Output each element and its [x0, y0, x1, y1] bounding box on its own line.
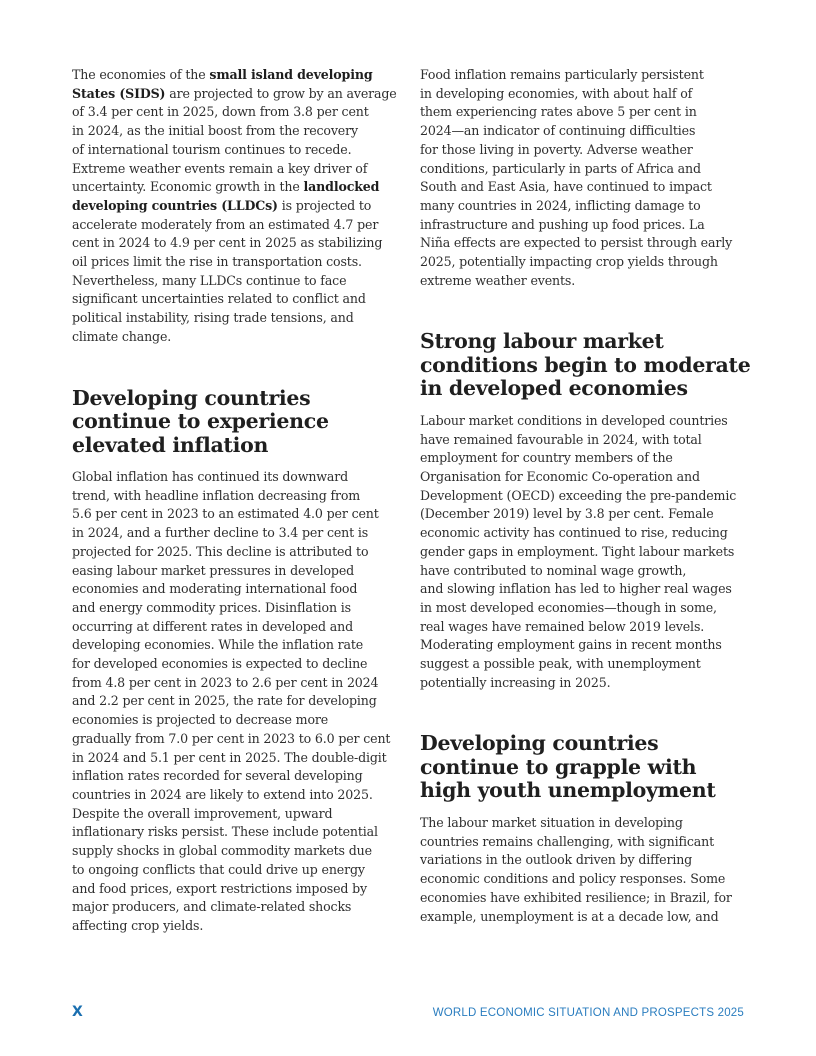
text-line: of international tourism continues to recede. — [72, 141, 352, 157]
text-line: in 2024, as the initial boost from the recovery — [72, 123, 358, 139]
text-line: 2024—an indicator of continuing difficulties — [420, 123, 696, 139]
text-line: easing labour market pressures in developed — [72, 562, 355, 578]
text-line: occurring at different rates in developed and — [72, 618, 353, 634]
heading-labour-market — [420, 330, 750, 401]
text-line: uncertainty. Economic growth in the landlocked — [72, 179, 380, 195]
text-line: Nevertheless, many LLDCs continue to face — [72, 272, 347, 288]
text-line: economies and moderating international food — [72, 581, 358, 597]
heading-line: Strong labour market — [420, 329, 664, 354]
text-line: significant uncertainties related to conflict and — [72, 291, 366, 307]
text-line: in most developed economies—though in some, — [420, 599, 717, 615]
food-inflation-paragraph — [420, 66, 750, 290]
text-line: example, unemployment is at a decade low, and — [420, 908, 719, 924]
labour-market-paragraph — [420, 412, 750, 693]
heading-elevated-inflation — [72, 387, 402, 458]
text-line: political instability, rising trade tensions, and — [72, 310, 354, 326]
text-line: gender gaps in employment. Tight labour markets — [420, 543, 735, 559]
text-line: economic conditions and policy responses. Some — [420, 871, 726, 887]
text-line: Niña effects are expected to persist through early — [420, 235, 733, 251]
heading-line: conditions begin to moderate — [420, 352, 751, 377]
text-line: Extreme weather events remain a key driver of — [72, 160, 368, 176]
bold-term: small island developing — [209, 67, 373, 82]
text-line: have contributed to nominal wage growth, — [420, 562, 687, 578]
text-line: conditions, particularly in parts of Africa and — [420, 160, 701, 176]
text-line: inflationary risks persist. These include potential — [72, 824, 378, 840]
text-line: infrastructure and pushing up food prices. La — [420, 216, 705, 232]
text-line: in developing economies, with about half of — [420, 85, 693, 101]
text-line: potentially increasing in 2025. — [420, 674, 611, 690]
bold-term: landlocked — [303, 179, 380, 195]
text-line: developing economies. While the inflation rate — [72, 637, 364, 653]
running-footer-title: WORLD ECONOMIC SITUATION AND PROSPECTS 2025 — [432, 1007, 744, 1019]
sids-lldc-paragraph — [72, 66, 402, 347]
text-line: in 2024, and a further decline to 3.4 per cent is — [72, 525, 369, 541]
text-line: gradually from 7.0 per cent in 2023 to 6.0 per cent — [72, 730, 391, 746]
text-line: them experiencing rates above 5 per cent in — [420, 104, 697, 120]
heading-line: in developed economies — [420, 376, 688, 401]
text-line: suggest a possible peak, with unemployment — [420, 656, 701, 672]
text-line: climate change. — [72, 328, 172, 344]
text-line: countries in 2024 are likely to extend into 2025. — [72, 787, 373, 802]
text-line: cent in 2024 to 4.9 per cent in 2025 as stabilizing — [72, 235, 383, 251]
text-line: extreme weather events. — [420, 272, 576, 288]
heading-youth-unemployment — [420, 732, 750, 803]
text-line: 2025, potentially impacting crop yields through — [420, 254, 718, 270]
heading-line: elevated inflation — [72, 432, 269, 457]
text-line: Organisation for Economic Co-operation and — [420, 469, 700, 485]
text-line: variations in the outlook driven by differing — [420, 852, 693, 868]
text-line: (December 2019) level by 3.8 per cent. Female — [420, 506, 714, 522]
text-line: to ongoing conflicts that could drive up energy — [72, 861, 365, 877]
bold-term: developing countries (LLDCs) — [72, 197, 278, 213]
text-line: in 2024 and 5.1 per cent in 2025. The double-digit — [72, 749, 387, 765]
heading-spacer — [420, 401, 750, 412]
section-spacer — [420, 290, 750, 330]
text-line: economies is projected to decrease more — [72, 712, 329, 728]
heading-line: continue to experience — [72, 409, 329, 434]
text-line: countries remains challenging, with significant — [420, 833, 715, 849]
left-column — [72, 66, 402, 936]
text-line: economies have exhibited resilience; in Brazil, for — [420, 889, 732, 905]
text-line: supply shocks in global commodity markets due — [72, 843, 372, 859]
text-line: Global inflation has continued its downward — [72, 469, 349, 485]
heading-spacer — [420, 803, 750, 814]
section-spacer — [72, 347, 402, 387]
heading-line: high youth unemployment — [420, 778, 716, 803]
text-line: Moderating employment gains in recent months — [420, 637, 722, 653]
text-line: from 4.8 per cent in 2023 to 2.6 per cent in 2024 — [72, 674, 379, 690]
text-line: projected for 2025. This decline is attributed to — [72, 543, 369, 559]
text-line: of 3.4 per cent in 2025, down from 3.8 per cent — [72, 104, 369, 120]
text-line: many countries in 2024, inflicting damage to — [420, 197, 701, 213]
text-line: accelerate moderately from an estimated 4.7 per — [72, 216, 379, 232]
youth-unemployment-paragraph — [420, 814, 750, 926]
text-line: Labour market conditions in developed countries — [420, 412, 728, 428]
right-column — [420, 66, 750, 926]
heading-line: Developing countries — [72, 385, 311, 410]
text-line: and energy commodity prices. Disinflation is — [72, 599, 351, 615]
text-line: have remained favourable in 2024, with total — [420, 431, 702, 447]
inflation-paragraph — [72, 468, 402, 936]
text-line: developing countries (LLDCs) is projected to — [72, 197, 372, 213]
text-line: Development (OECD) exceeding the pre-pandemic — [420, 487, 737, 503]
text-line: and slowing inflation has led to higher real wages — [420, 581, 732, 597]
text-line: affecting crop yields. — [72, 917, 204, 933]
text-line: The labour market situation in developing — [420, 814, 683, 830]
page-number: X — [72, 1004, 83, 1020]
heading-line: continue to grapple with — [420, 754, 697, 779]
text-line: inflation rates recorded for several developing — [72, 768, 363, 784]
text-line: oil prices limit the rise in transportation costs. — [72, 254, 362, 270]
text-line: employment for country members of the — [420, 450, 673, 466]
text-line: 5.6 per cent in 2023 to an estimated 4.0 per cent — [72, 506, 379, 522]
text-line: and food prices, export restrictions imposed by — [72, 880, 368, 896]
text-line: Despite the overall improvement, upward — [72, 805, 333, 821]
text-line: for those living in poverty. Adverse weather — [420, 141, 693, 157]
heading-line: Developing countries — [420, 731, 659, 756]
text-line: real wages have remained below 2019 levels. — [420, 618, 705, 634]
text-line: South and East Asia, have continued to impact — [420, 179, 712, 195]
heading-spacer — [72, 457, 402, 468]
text-line: Food inflation remains particularly persistent — [420, 67, 704, 82]
section-spacer — [420, 692, 750, 732]
text-line: and 2.2 per cent in 2025, the rate for developing — [72, 693, 377, 709]
text-line: for developed economies is expected to decline — [72, 656, 368, 672]
text-line: States (SIDS) are projected to grow by an average — [72, 85, 397, 101]
text-line: major producers, and climate-related shocks — [72, 899, 352, 915]
text-line: The economies of the small island developing — [72, 67, 373, 82]
text-line: economic activity has continued to rise, reducing — [420, 525, 728, 541]
bold-term: States (SIDS) — [72, 85, 166, 101]
text-line: trend, with headline inflation decreasing from — [72, 487, 361, 503]
